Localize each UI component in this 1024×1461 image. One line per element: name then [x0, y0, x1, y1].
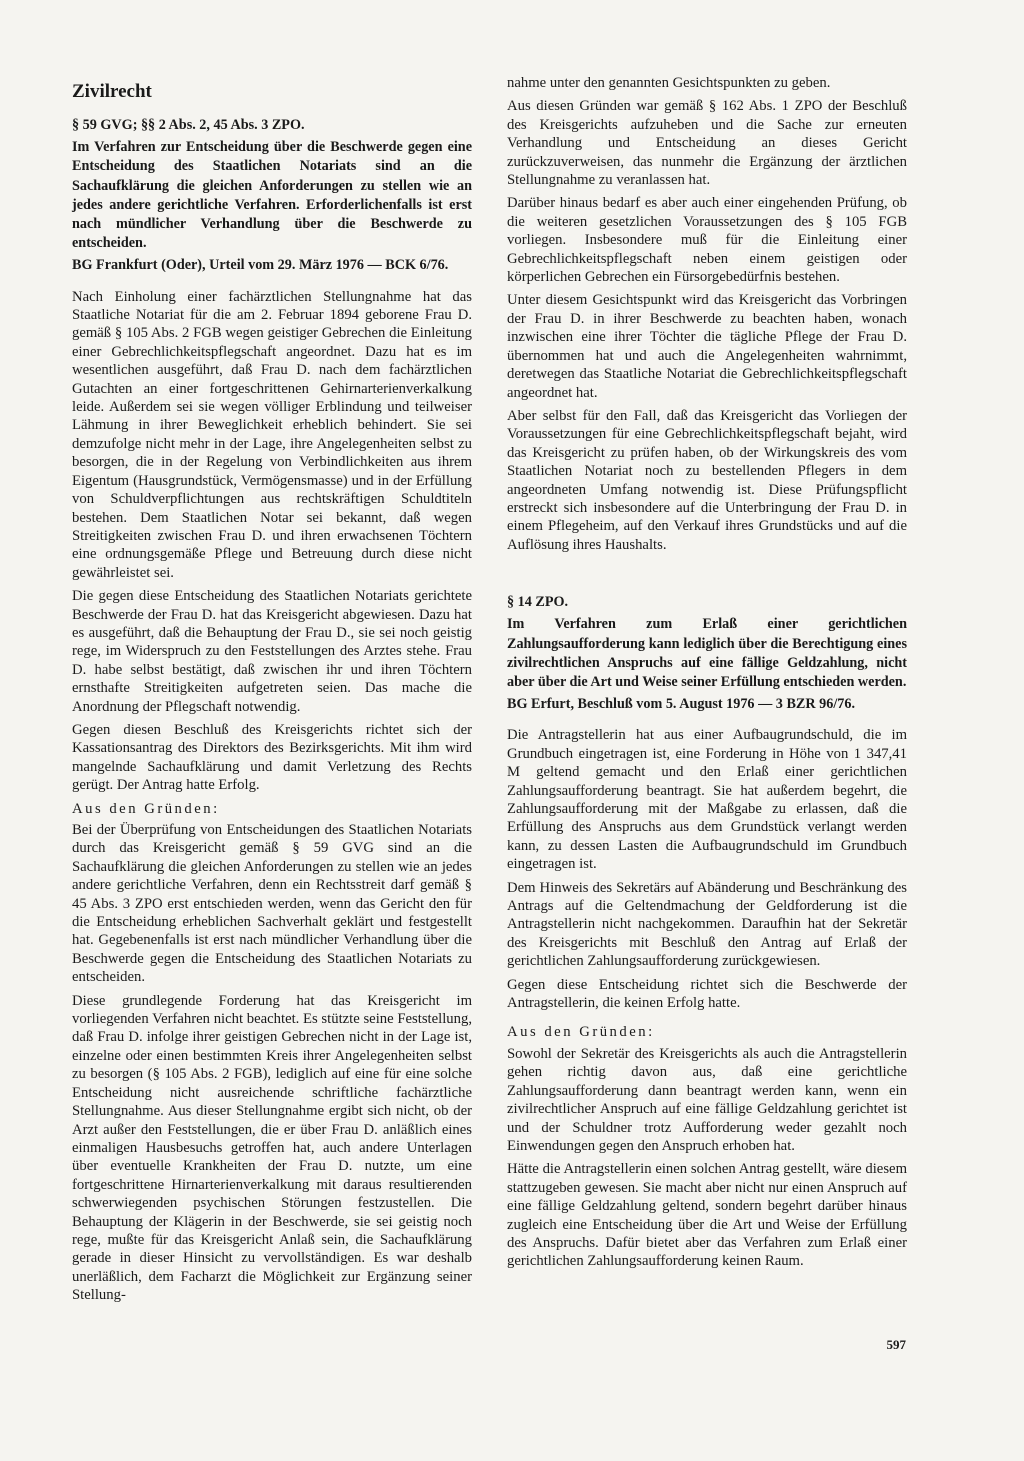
body-paragraph: Sowohl der Sekretär des Kreisgerichts als auch die Antragstellerin gehen richtig davon aus, daß eine gerichtliche Zahlungsaufforderung dann beantragt werden kann, wenn ein zivilrechtlicher Anspruch auf eine fällige Geldzahlung gerichtet ist und der Schuldner trotz Aufforderung weder gezahlt noch Einwendungen gegen den Anspruch erhoben hat.	[507, 1045, 907, 1154]
body-paragraph: Bei der Überprüfung von Entscheidungen des Staatlichen Notariats durch das Kreisgericht gemäß § 59 GVG sind an die Sachaufklärung die gleichen Anforderungen zu stellen wie an jedes andere gerichtliche Verfahren, denn ein Rechtsstreit darf gemäß § 45 Abs. 3 ZPO erst entschieden werden, wenn das Gericht den für die Entscheidung erheblichen Sachverhalt geklärt und festgestellt hat. Gegebenenfalls ist erst nach mündlicher Verhandlung über die Beschwerde gegen die Entscheidung des Staatlichen Notariats zu entscheiden.	[72, 822, 472, 986]
court-reference: BG Erfurt, Beschluß vom 5. August 1976 — 3 BZR 96/76.	[507, 696, 856, 713]
spacer	[72, 276, 472, 288]
body-paragraph: Aus diesen Gründen war gemäß § 162 Abs. 1 ZPO der Beschluß des Kreisgerichts aufzuheben und die Sache zur erneuten Verhandlung und Entscheidung an dieses Gericht zurückzuverweisen, das nunmehr die Ergänzung der ärztlichen Stellungnahme zu veranlassen hat.	[507, 98, 907, 189]
statute-citation: § 59 GVG; §§ 2 Abs. 2, 45 Abs. 3 ZPO.	[72, 117, 305, 133]
body-paragraph: nahme unter den genannten Gesichtspunkten zu geben.	[507, 75, 831, 91]
statute-citation: § 14 ZPO.	[507, 594, 569, 611]
spacer	[507, 559, 907, 589]
headnote: Im Verfahren zum Erlaß einer gerichtlichen Zahlungsaufforderung kann lediglich über die Berechtigung eines zivilrechtlichen Anspruchs auf eine fällige Geldzahlung, nicht aber über die Art und Weise seiner Erfüllung entschieden werden.	[507, 616, 907, 690]
body-paragraph: Gegen diesen Beschluß des Kreisgerichts richtet sich der Kassationsantrag des Direktors des Bezirksgerichts. Mit ihm wird mangelnde Sachaufklärung und damit Verletzung des Rechts gerügt. Der Antrag hatte Erfolg.	[72, 721, 472, 794]
body-paragraph: Darüber hinaus bedarf es aber auch einer eingehenden Prüfung, ob die weiteren gesetzlichen Voraussetzungen des § 105 FGB vorliegen. Insbesondere muß für die Einleitung einer Gebrechlichkeitspflegschaft neben einem geistigen oder körperlichen Gebrechen ein Fürsorgebedürfnis bestehen.	[507, 195, 907, 286]
right-column	[507, 74, 907, 1276]
body-paragraph: Dem Hinweis des Sekretärs auf Abänderung und Beschränkung des Antrags auf die Geltendmachung der Geldforderung ist die Antragstellerin nicht nachgekommen. Daraufhin hat der Sekretär des Kreisgerichts mit Beschluß den Antrag auf Erlaß der gerichtlichen Zahlungsaufforderung zurückgewiesen.	[507, 879, 907, 970]
left-column	[72, 74, 472, 1310]
body-paragraph: Diese grundlegende Forderung hat das Kreisgericht im vorliegenden Verfahren nicht beachtet. Es stützte seine Feststellung, daß Frau D. infolge ihrer geistigen Gebrechen nicht in der Lage ist, einzelne oder einen bestimmten Kreis ihrer Angelegenheiten selbst zu besorgen (§ 105 Abs. 2 FGB), lediglich auf eine für eine solche Entscheidung nicht ausreichende schriftliche fachärztliche Stellungnahme. Aus dieser Stellungnahme ergibt sich nicht, ob der Arzt außer den Feststellungen, die er über Frau D. anläßlich eines einmaligen Hausbesuchs getroffen hat, auch andere Unterlagen über eventuelle Krankheiten der Frau D. nutzte, um eine fortgeschrittene Hirnarterienverkalkung mit daraus resultierenden schwerwiegenden psychischen Störungen festzustellen. Die Behauptung der Klägerin in der Beschwerde, sie sei geistig noch rege, mußte für das Kreisgericht Anlaß sein, die Sachaufklärung gerade in dieser Hinsicht zu vervollständigen. Es war deshalb unerläßlich, dem Facharzt die Möglichkeit zur Ergänzung seiner Stellung-	[72, 992, 472, 1304]
body-paragraph: Die Antragstellerin hat aus einer Aufbaugrundschuld, die im Grundbuch eingetragen ist, eine Forderung in Höhe von 1 347,41 M geltend gemacht und den Erlaß einer gerichtlichen Zahlungsaufforderung beantragt. Sie hat außerdem begehrt, die Zahlungsaufforderung mit der Maßgabe zu erlassen, daß die Erfüllung des Anspruchs aus dem Grundstück verlangt werden kann, zu dessen Lasten die Aufbaugrundschuld im Grundbuch eingetragen ist.	[507, 727, 907, 873]
headnote: Im Verfahren zur Entscheidung über die Beschwerde gegen eine Entscheidung des Staatlichen Notariats sind an die Sachaufklärung die gleichen Anforderungen zu stellen wie an jedes andere gerichtliche Verfahren. Erforderlichenfalls ist erst nach mündlicher Verhandlung über die Beschwerde zu entscheiden.	[72, 139, 472, 252]
body-paragraph: Die gegen diese Entscheidung des Staatlichen Notariats gerichtete Beschwerde der Frau D. hat das Kreisgericht abgewiesen. Dazu hat es ausgeführt, daß die Behauptung der Frau D., sie sei noch geistig rege, im Widerspruch zu den Feststellungen des Arztes stehe. Frau D. habe selbst bestätigt, daß zwischen ihr und ihren Töchtern ernsthafte Streitigkeiten aufgetreten seien. Das mache die Anordnung der Pflegschaft notwendig.	[72, 588, 472, 715]
body-paragraph: Aber selbst für den Fall, daß das Kreisgericht das Vorliegen der Voraussetzungen für eine Gebrechlichkeitspflegschaft bejaht, wird das Kreisgericht zu prüfen haben, ob der Wirkungskreis des vom Staatlichen Notariat noch zu bestellenden Pflegers in dem angeordneten Umfang notwendig ist. Diese Prüfungspflicht erstreckt sich insbesondere auf die Unterbringung der Frau D. in einem Pflegeheim, auf den Verkauf ihres Grundstücks und auf die Auflösung ihres Haushalts.	[507, 407, 907, 553]
reasons-heading: Aus den Gründen:	[72, 800, 220, 817]
section-heading: Zivilrecht	[72, 81, 152, 102]
spacer	[507, 714, 907, 726]
body-paragraph: Hätte die Antragstellerin einen solchen Antrag gestellt, wäre diesem stattzugeben gewesen. Sie macht aber nicht nur einen Anspruch auf eine fällige Geldzahlung geltend, sondern begehrt darüber hinaus zugleich eine Entscheidung über die Art und Weise der Erfüllung des Anspruchs. Dafür bietet aber das Verfahren zum Erlaß einer gerichtlichen Zahlungsaufforderung keinen Raum.	[507, 1161, 907, 1270]
page-number: 597	[886, 1337, 906, 1352]
court-reference: BG Frankfurt (Oder), Urteil vom 29. März 1976 — BCK 6/76.	[72, 257, 449, 274]
body-paragraph: Unter diesem Gesichtspunkt wird das Kreisgericht das Vorbringen der Frau D. in ihrer Beschwerde zu beachten haben, wonach inzwischen eine ihrer Töchter die tägliche Pflege der Frau D. übernommen hat und auch die Angelegenheiten wahrnimmt, deretwegen das Staatliche Notariat die Gebrechlichkeitspflegschaft angeordnet hat.	[507, 292, 907, 401]
body-paragraph: Gegen diese Entscheidung richtet sich die Beschwerde der Antragstellerin, die keinen Erfolg hatte.	[507, 976, 907, 1012]
reasons-heading: Aus den Gründen:	[507, 1024, 655, 1041]
body-paragraph: Nach Einholung einer fachärztlichen Stellungnahme hat das Staatliche Notariat für die am 2. Februar 1894 geborene Frau D. gemäß § 105 Abs. 2 FGB wegen geistiger Gebrechen die Einleitung einer Gebrechlichkeitspflegschaft angeordnet. Dazu hat es im wesentlichen ausgeführt, daß Frau D. nach dem fachärztlichen Gutachten an einer fortgeschrittenen Gehirnarterienverkalkung leide. Außerdem sei sie wegen völliger Erblindung und teilweiser Lähmung in ihrer Beweglichkeit erheblich behindert. Sie sei demzufolge nicht mehr in der Lage, ihre Angelegenheiten selbst zu besorgen, die in der Regelung von Verbindlichkeiten aus ihrem Eigentum (Hausgrundstück, Vermögensmasse) und in der Erfüllung von Schuldverpflichtungen aus rechtskräftigen Schuldtiteln bestehen. Dem Staatlichen Notar sei bekannt, daß wegen Streitigkeiten zwischen Frau D. und ihren erwachsenen Töchtern eine ordnungsgemäße Pflege und Betreuung durch diese nicht gewährleistet sei.	[72, 288, 472, 581]
